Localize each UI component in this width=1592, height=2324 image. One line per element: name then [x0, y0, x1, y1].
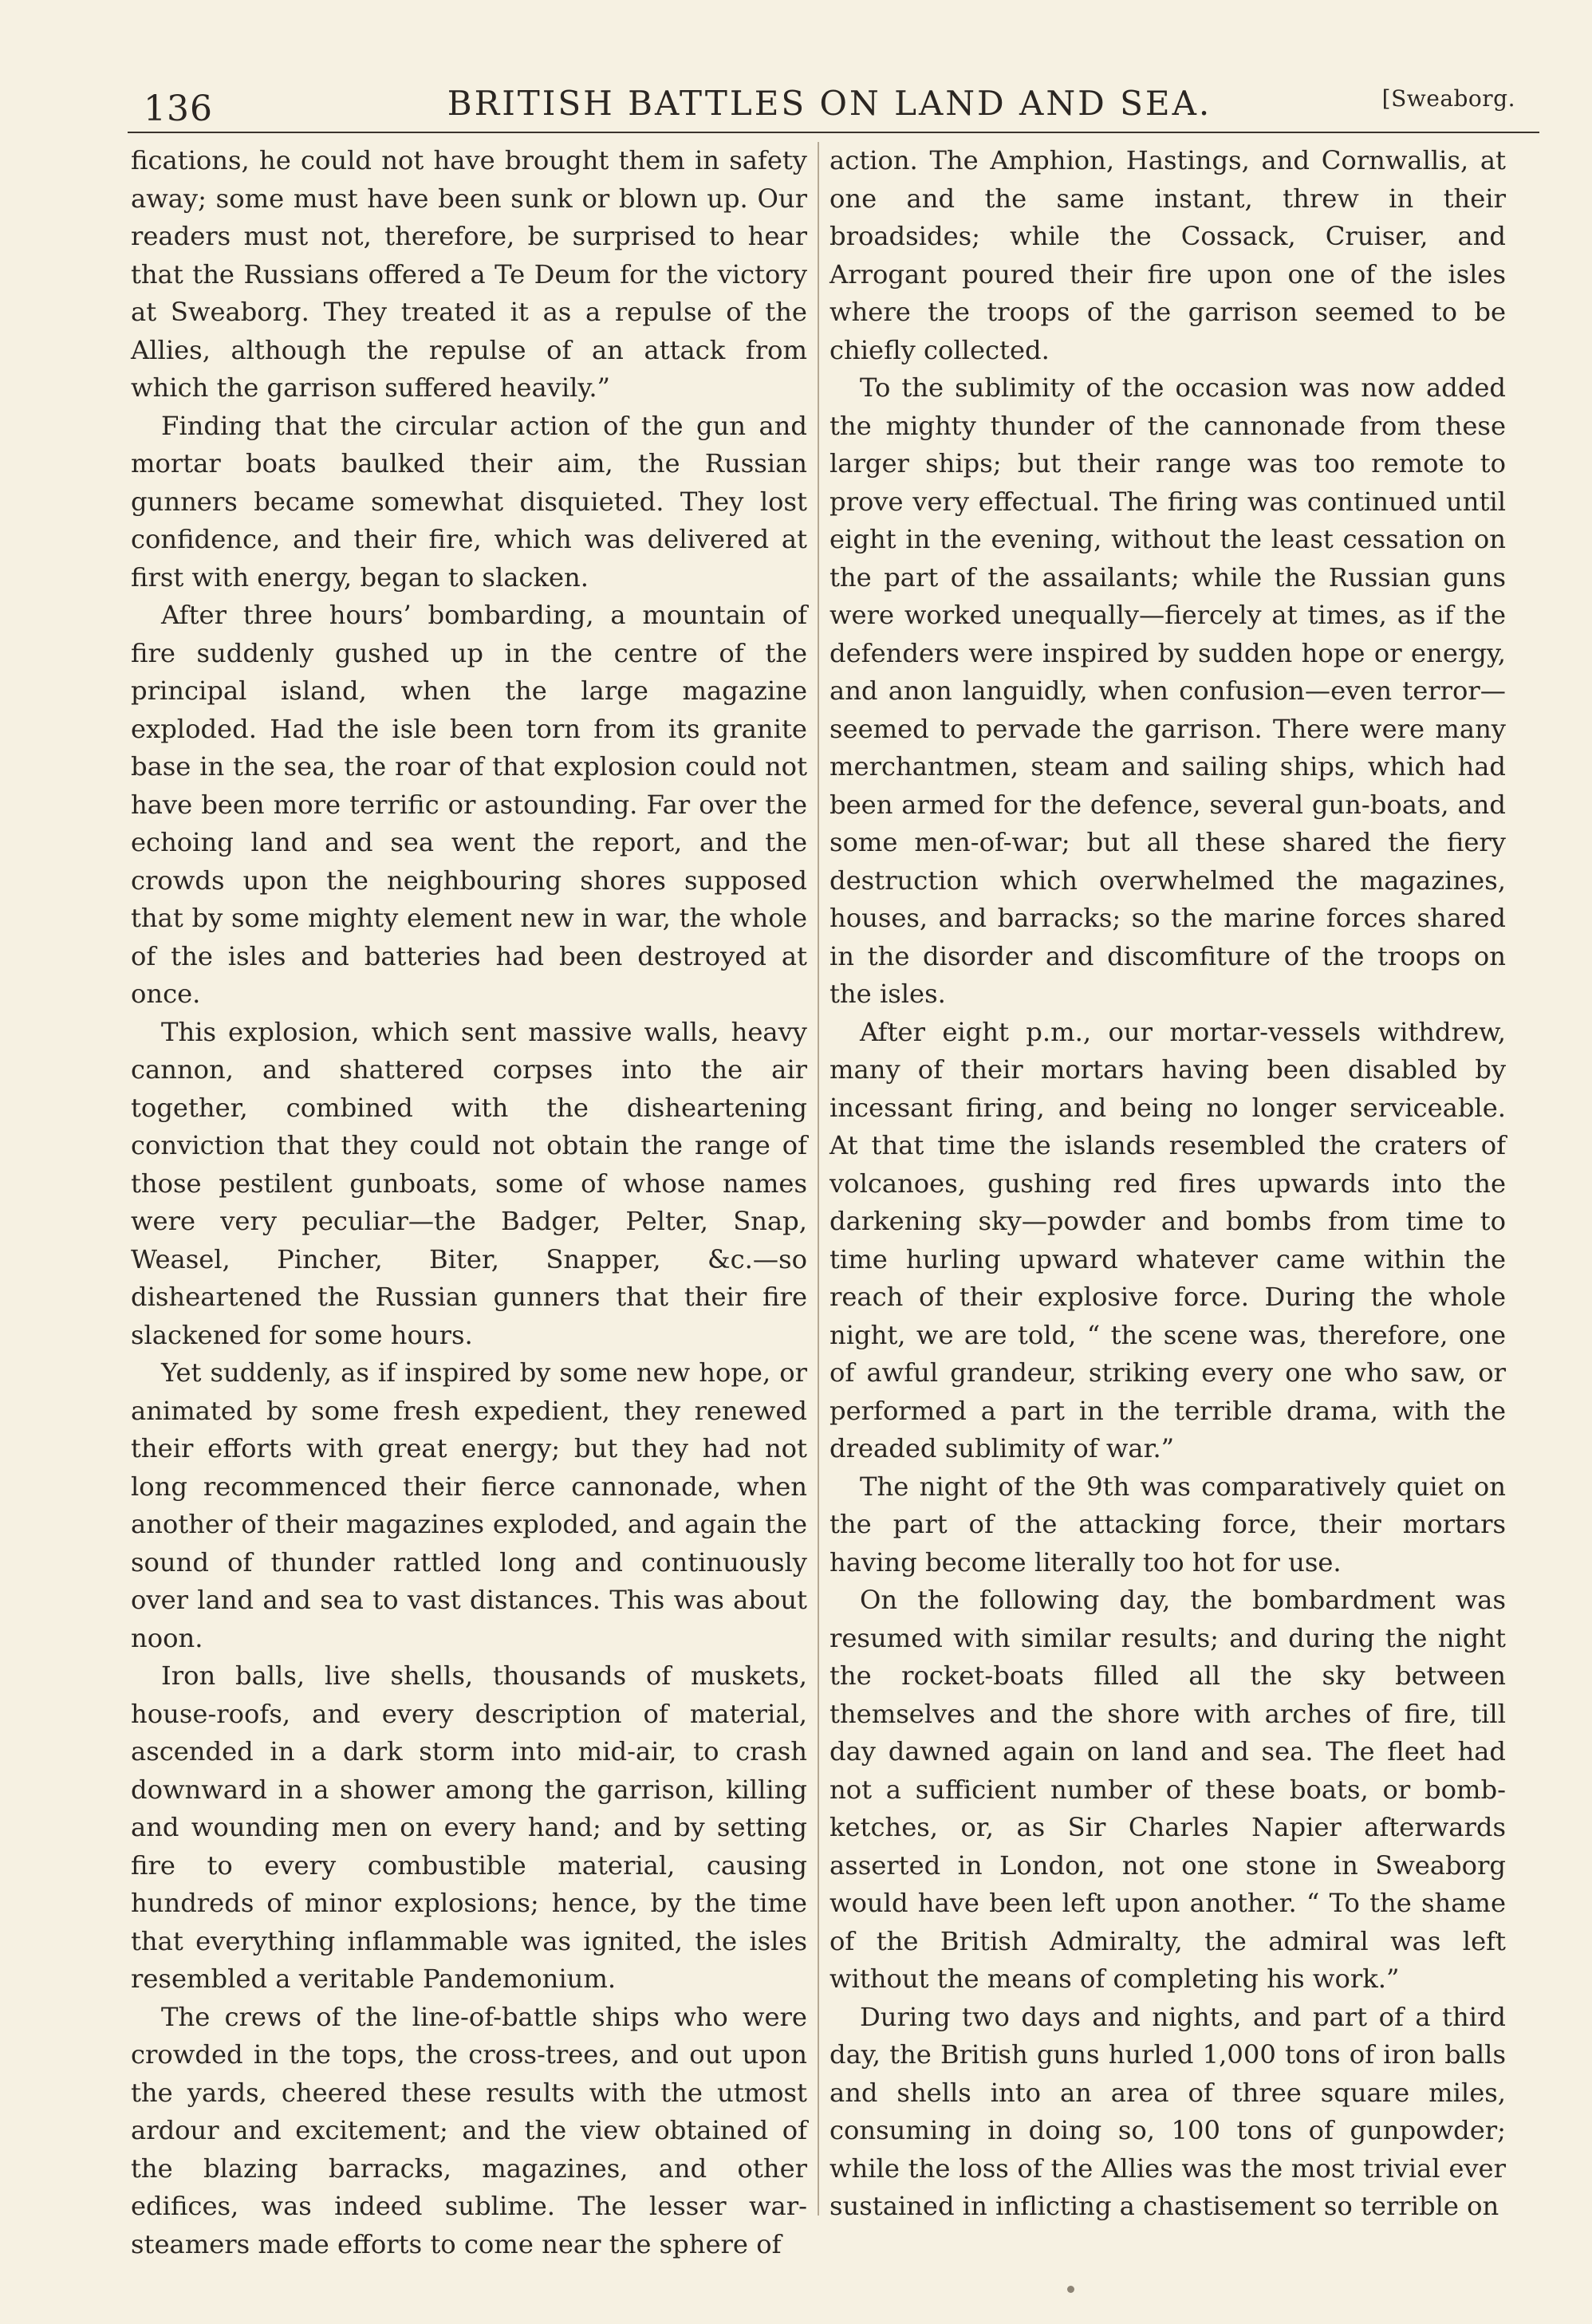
paragraph: fications, he could not have brought them in safety away; some must have been sunk or blown up. Our readers must not, therefore, be surprised to hear that the Russians offered a Te Deum for the victory at Sweaborg. They treated it as a repulse of the Allies, although the repulse of an attack from which the garrison suffered heavily.” [131, 145, 807, 403]
page-header [128, 76, 1531, 132]
paragraph: After three hours’ bombarding, a mountain of fire suddenly gushed up in the centre of the principal island, when the large magazine exploded. Had the isle been torn from its granite base in the sea, the roar of that explosion could not have been more terrific or astounding. Far over the echoing land and sea went the report, and the crowds upon the neighbouring shores supposed that by some mighty element new in war, the whole of the isles and batteries had been destroyed at once. [131, 600, 807, 1009]
paragraph: Iron balls, live shells, thousands of muskets, house-roofs, and every description of material, ascended in a dark storm into mid-air, to crash downward in a shower among the garrison, killing and wounding men on every hand; and by setting fire to every combustible material, causing hundreds of minor explosions; hence, by the time that everything inflammable was ignited, the isles resembled a veritable Pandemonium. [131, 1660, 807, 1994]
running-title: BRITISH BATTLES ON LAND AND SEA. [447, 84, 1212, 123]
right-column [829, 142, 1506, 2226]
page-number: 136 [144, 89, 213, 129]
paragraph: Finding that the circular action of the gun and mortar boats baulked their aim, the Russian gunners became somewhat disquieted. They lost confidence, and their fire, which was delivered at first with energy, began to slacken. [131, 410, 807, 593]
paragraph: This explosion, which sent massive walls, heavy cannon, and shattered corpses into the air together, combined with the disheartening conviction that they could not obtain the range of those pestilent gunboats, some of whose names were very peculiar—the Badger, Pelter, Snap, Weasel, Pincher, Biter, Snapper, &c.—so disheartened the Russian gunners that their fire slackened for some hours. [131, 1016, 807, 1350]
header-rule [128, 132, 1539, 133]
paragraph: The night of the 9th was comparatively quiet on the part of the attacking force, their mortars having become literally too hot for use. [829, 1471, 1506, 1578]
print-mark [1067, 2286, 1074, 2293]
left-column [131, 142, 807, 2263]
section-tag: [Sweaborg. [1381, 85, 1515, 112]
paragraph: On the following day, the bombardment was resumed with similar results; and during the night the rocket-boats filled all the sky between themselves and the shore with arches of fire, till day dawned again on land and sea. The fleet had not a sufficient number of these boats, or bomb-ketches, or, as Sir Charles Napier afterwards asserted in London, not one stone in Sweaborg would have been left upon another. “ To the shame of the British Admiralty, the admiral was left without the means of completing his work.” [829, 1585, 1506, 1994]
paragraph: Yet suddenly, as if inspired by some new hope, or animated by some fresh expedient, they renewed their efforts with great energy; but they had not long recommenced their fierce cannonade, when another of their magazines exploded, and again the sound of thunder rattled long and continuously over land and sea to vast distances. This was about noon. [131, 1357, 807, 1653]
paragraph: The crews of the line-of-battle ships who were crowded in the tops, the cross-trees, and out upon the yards, cheered these results with the utmost ardour and excitement; and the view obtained of the blazing barracks, magazines, and other edifices, was indeed sublime. The lesser war-steamers made efforts to come near the sphere of [131, 2001, 807, 2259]
paragraph: action. The Amphion, Hastings, and Cornwallis, at one and the same instant, threw in their broadsides; while the Cossack, Cruiser, and Arrogant poured their fire upon one of the isles where the troops of the garrison seemed to be chiefly collected. [829, 145, 1506, 365]
paragraph: To the sublimity of the occasion was now added the mighty thunder of the cannonade from these larger ships; but their range was too remote to prove very effectual. The firing was continued until eight in the evening, without the least cessation on the part of the assailants; while the Russian guns were worked unequally—fiercely at times, as if the defenders were inspired by sudden hope or energy, and anon languidly, when confusion—even terror—seemed to pervade the garrison. There were many merchantmen, steam and sailing ships, which had been armed for the defence, several gun-boats, and some men-of-war; but all these shared the fiery destruction which overwhelmed the magazines, houses, and barracks; so the marine forces shared in the disorder and discomfiture of the troops on the isles. [829, 372, 1506, 1009]
paragraph: After eight p.m., our mortar-vessels withdrew, many of their mortars having been disabled by incessant firing, and being no longer serviceable. At that time the islands resembled the craters of volcanoes, gushing red fires upwards into the darkening sky—powder and bombs from time to time hurling upward whatever came within the reach of their explosive force. During the whole night, we are told, “ the scene was, therefore, one of awful grandeur, striking every one who saw, or performed a part in the terrible drama, with the dreaded sublimity of war.” [829, 1016, 1506, 1463]
paragraph: During two days and nights, and part of a third day, the British guns hurled 1,000 tons of iron balls and shells into an area of three square miles, consuming in doing so, 100 tons of gunpowder; while the loss of the Allies was the most trivial ever sustained in inflicting a chastisement so terrible on [829, 2001, 1506, 2221]
column-divider [818, 142, 819, 2216]
